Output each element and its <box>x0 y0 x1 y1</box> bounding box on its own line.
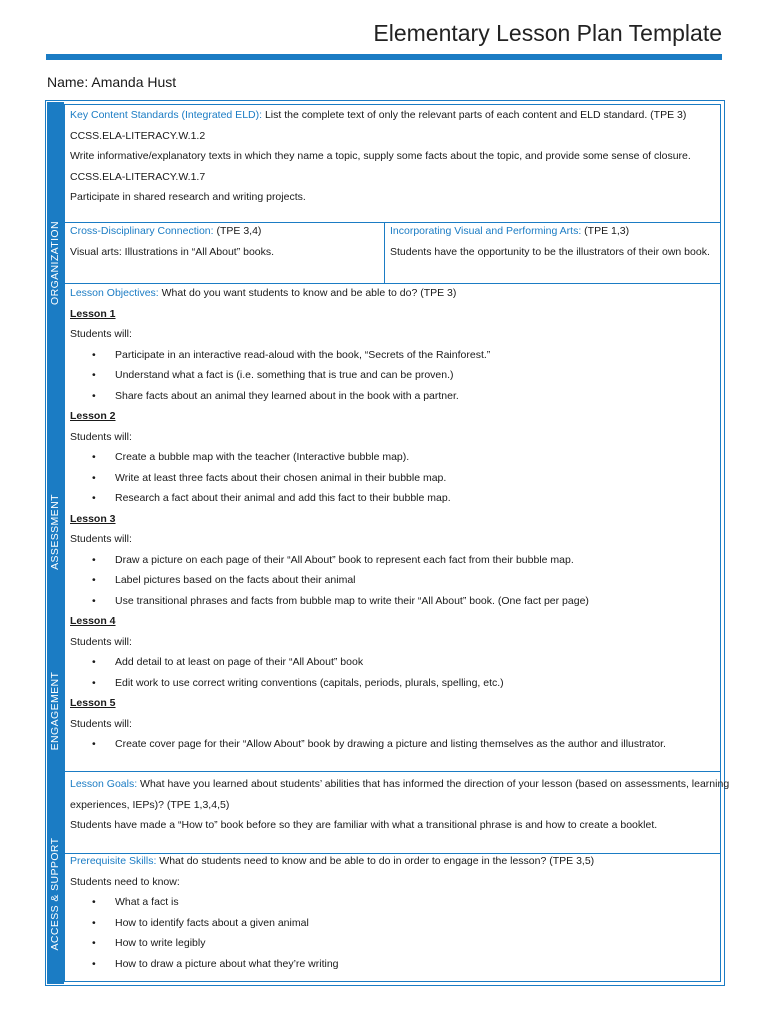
arts-heading-rest: (TPE 1,3) <box>581 225 630 237</box>
objective-item: • Create a bubble map with the teacher (Interactive bubble map). <box>70 447 666 468</box>
objective-item: • Participate in an interactive read-aloud with the book, “Secrets of the Rainforest.” <box>70 345 666 366</box>
prereq-heading-rest: What do students need to know and be able to do in order to engage in the lesson? (TPE 3,5) <box>156 855 595 867</box>
standards-heading: Key Content Standards (Integrated ELD): <box>70 109 263 121</box>
lesson-title: Lesson 4 <box>70 615 116 627</box>
cross-heading: Cross-Disciplinary Connection: <box>70 225 214 237</box>
objectives-section <box>70 283 666 755</box>
lesson-title: Lesson 5 <box>70 697 116 709</box>
arts-section <box>390 221 710 262</box>
objective-item: • Add detail to at least on page of their “All About” book <box>70 652 666 673</box>
goals-text: Students have made a “How to” book before so they are familiar with what a transitional phrase is and how to create a booklet. <box>70 819 658 831</box>
objective-item: • Edit work to use correct writing conventions (capitals, periods, plurals, spelling, etc.) <box>70 673 666 694</box>
prereq-item: • How to draw a picture about what they’re writing <box>70 954 594 975</box>
objective-item: • Draw a picture on each page of their “All About” book to represent each fact from their bubble map. <box>70 550 666 571</box>
title-rule <box>46 54 722 60</box>
prereq-item: • How to identify facts about a given animal <box>70 913 594 934</box>
objectives-heading: Lesson Objectives: <box>70 287 159 299</box>
side-label-access-support: ACCESS & SUPPORT <box>49 837 61 951</box>
prereq-item: • What a fact is <box>70 892 594 913</box>
prereq-heading: Prerequisite Skills: <box>70 855 157 867</box>
standards-section <box>70 105 691 208</box>
arts-heading-line <box>390 221 710 242</box>
objectives-heading-rest: What do you want students to know and be able to do? (TPE 3) <box>158 287 457 299</box>
objective-item: • Write at least three facts about their chosen animal in their bubble map. <box>70 468 666 489</box>
cross-section <box>70 221 274 262</box>
arts-heading: Incorporating Visual and Performing Arts: <box>390 225 582 237</box>
arts-text: Students have the opportunity to be the illustrators of their own book. <box>390 245 710 258</box>
lesson-title: Lesson 1 <box>70 307 116 320</box>
prereq-item: • How to write legibly <box>70 933 594 954</box>
lesson-intro: Students will: <box>70 430 132 443</box>
standards-line: CCSS.ELA-LITERACY.W.1.7 <box>70 170 206 183</box>
side-label-organization: ORGANIZATION <box>49 221 61 305</box>
objective-item: • Use transitional phrases and facts from bubble map to write their “All About” book. (One fact per page) <box>70 591 666 612</box>
goals-heading-line <box>70 774 729 795</box>
goals-heading: Lesson Goals: <box>70 778 138 790</box>
objective-item: • Label pictures based on the facts about their animal <box>70 570 666 591</box>
page-title: Elementary Lesson Plan Template <box>373 20 722 46</box>
standards-line: Write informative/explanatory texts in which they name a topic, supply some facts about the topic, and provide some sense of closure. <box>70 150 691 162</box>
goals-heading-rest: What have you learned about students’ abilities that has informed the direction of your lesson (based on assessments, learning <box>137 778 730 790</box>
lesson-intro: Students will: <box>70 533 132 545</box>
goals-section <box>70 774 729 836</box>
standards-line: Participate in shared research and writing projects. <box>70 191 306 203</box>
side-label-assessment: ASSESSMENT <box>49 494 61 570</box>
lesson-intro: Students will: <box>70 717 132 730</box>
cross-text: Visual arts: Illustrations in “All About” books. <box>70 245 275 258</box>
objective-item: • Share facts about an animal they learned about in the book with a partner. <box>70 386 666 407</box>
name-line: Name: Amanda Hust <box>47 74 177 90</box>
prereq-section <box>70 851 594 974</box>
standards-heading-line <box>70 105 691 126</box>
prereq-heading-line <box>70 851 594 872</box>
prereq-intro: Students need to know: <box>70 875 180 888</box>
lesson-intro: Students will: <box>70 328 132 340</box>
objective-item: • Create cover page for their “Allow About” book by drawing a picture and listing themselves as the author and illustrator. <box>70 734 666 755</box>
goals-heading-line2: experiences, IEPs)? (TPE 1,3,4,5) <box>70 798 230 811</box>
objectives-heading-line <box>70 283 666 304</box>
objective-item: • Understand what a fact is (i.e. something that is true and can be proven.) <box>70 365 666 386</box>
lesson-title: Lesson 3 <box>70 512 116 525</box>
cross-heading-line <box>70 221 274 242</box>
objective-item: • Research a fact about their animal and add this fact to their bubble map. <box>70 488 666 509</box>
cross-heading-rest: (TPE 3,4) <box>213 225 262 237</box>
standards-heading-rest: List the complete text of only the relevant parts of each content and ELD standard. (TPE 3) <box>262 109 687 121</box>
lesson-intro: Students will: <box>70 635 132 648</box>
lesson-title: Lesson 2 <box>70 410 116 422</box>
standards-line: CCSS.ELA-LITERACY.W.1.2 <box>70 129 206 142</box>
side-label-engagement: ENGAGEMENT <box>49 671 61 751</box>
